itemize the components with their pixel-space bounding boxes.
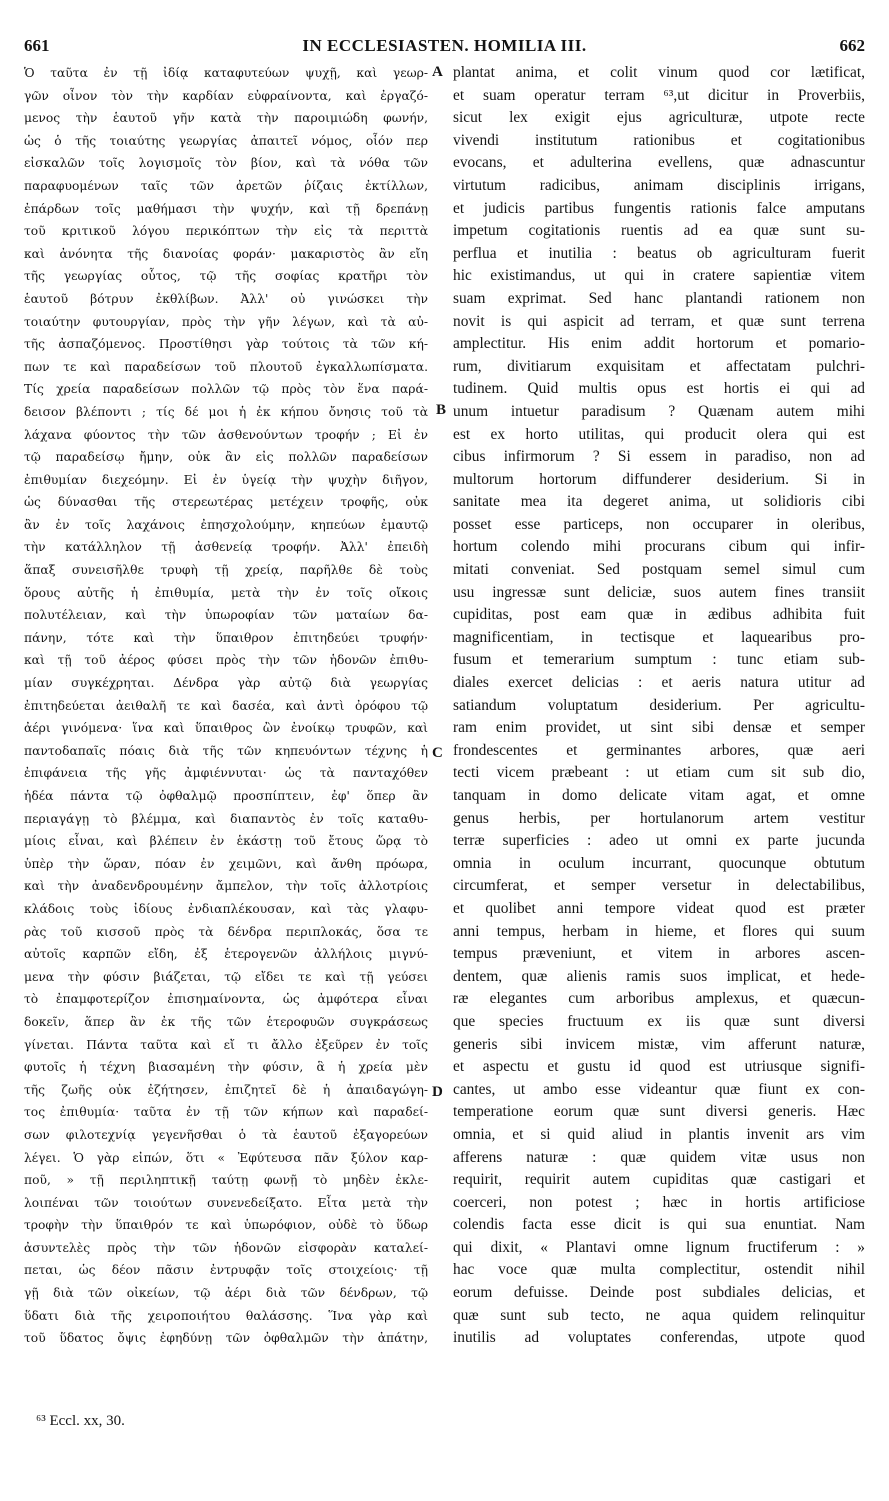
- text-line: καὶ τῇ τοῦ ἀέρος φύσει πρὸς τὴν τῶν ἡδονῶν ἐπιθυ-: [24, 653, 428, 668]
- text-line: γῇ διὰ τῶν οἰκείων, τῷ ἀέρι διὰ τῶν δένδρων, τῷ: [24, 1286, 428, 1301]
- text-line: omnia in oculum incurrant, quocunque obtutum: [453, 854, 865, 872]
- text-line: ὅρους αὐτῆς ἡ ἐπιθυμία, μετὰ τὴν ἐν τοῖς οἴκοις: [24, 585, 428, 600]
- text-line: δεισον βλέποντι ; τίς δέ μοι ἡ ἐκ κήπου ὄνησις τοῦ τὰ: [24, 404, 428, 419]
- text-line: multorum hortorum diffunderer desiderium. Si in: [453, 470, 865, 488]
- text-line: εἰσκαλῶν τοῖς λογισμοῖς τὸν βίον, καὶ τὰ νόθα τῶν: [24, 156, 428, 171]
- text-line: tanquam in domo delicate vitam agat, et omne: [453, 787, 865, 804]
- text-line: τοῦ κριτικοῦ λόγου περικόπτων τὴν εἰς τὰ περιττὰ: [24, 224, 428, 239]
- text-line: φυτοῖς ἡ τέχνη βιασαμένη τὴν φύσιν, ἃ ἡ χρεία μὲν: [24, 1060, 428, 1075]
- text-line: dentem, quæ alienis ramis suos implicat, et hede-: [453, 967, 865, 985]
- page-number-right: 662: [839, 36, 865, 55]
- text-line: ram enim providet, ut sint sibi densæ et semper: [453, 719, 865, 737]
- text-line: μίαν συγκέχρηται. Δένδρα γὰρ αὐτῷ διὰ γεωργίας: [24, 676, 428, 691]
- text-line: genus herbis, per hortulanorum artem vestitur: [453, 809, 865, 827]
- text-line: μίοις εἶναι, καὶ βλέπειν ἐν ἑκάστῃ τοῦ ἔτους ὥρᾳ τὸ: [24, 834, 428, 849]
- text-line: ἀέρι γινόμενα· ἵνα καὶ ὕπαιθρος ὢν ἐνοίκῳ τρυφῶν, καὶ: [24, 721, 428, 736]
- text-line: πεται, ὡς δέον πᾶσιν ἐντρυφᾷν τοῖς στοιχείοις· τῇ: [24, 1263, 428, 1278]
- text-line: tudinem. Quid multis opus est hortis ei qui ad: [453, 380, 865, 398]
- text-line: καὶ τὴν ἀναδενδρουμένην ἄμπελον, τὴν τοῖς ἀλλοτρίοις: [24, 879, 428, 894]
- text-line: ἐπιθυμίαν διεχεόμην. Εἰ ἐν ὑγείᾳ τὴν ψυχὴν διῆγον,: [24, 472, 428, 487]
- text-line: ἐπιτηδεύεται ἀειθαλῆ τε καὶ δασέα, καὶ ἀντὶ ὀρόφου τῷ: [24, 698, 428, 713]
- margin-marker-d: D: [432, 1084, 443, 1100]
- text-line: virtutum radicibus, animam disciplinis irrigans,: [453, 176, 865, 194]
- text-line: τῆς ζωῆς οὐκ ἐζήτησεν, ἐπιζητεῖ δὲ ἡ ἀπαιδαγώγη-: [24, 1082, 428, 1097]
- text-line: fusum et temerarium sumptum : tunc etiam sub-: [453, 651, 865, 669]
- text-line: τροφὴν τὴν ὕπαιθρόν τε καὶ ὑπωρόφιον, οὐδὲ τὸ ὕδωρ: [24, 1218, 428, 1233]
- text-line: ὡς ὁ τῆς τοιαύτης γεωργίας ἀπαιτεῖ νόμος, οἷόν περ: [24, 133, 428, 148]
- text-line: ὕδατι διὰ τῆς χειροποιήτου θαλάσσης. Ἵνα γὰρ καὶ: [24, 1308, 428, 1323]
- text-line: κλάδοις τοὺς ἰδίους ἐνδιαπλέκουσαν, καὶ τὰς γλαφυ-: [24, 901, 428, 916]
- text-line: tempus præveniunt, et vitem in arbores ascen-: [453, 945, 865, 963]
- text-line: plantat anima, et colit vinum quod cor lætificat,: [453, 64, 865, 81]
- text-line: sicut lex exigit ejus agriculturæ, utpote recte: [453, 109, 865, 127]
- latin-text-column: [453, 62, 865, 1350]
- greek-text-column: [24, 62, 428, 1350]
- text-line: Τίς χρεία παραδείσων πολλῶν τῷ πρὸς τὸν ἕνα παρά-: [24, 382, 428, 397]
- text-line: afferens naturæ : quæ quidem vitæ usus non: [453, 1148, 865, 1166]
- text-line: amplectitur. His enim addit hortorum et pomario-: [453, 335, 865, 353]
- text-line: vivendi institutum rationibus et cogitationibus: [453, 131, 865, 149]
- text-line: generis sibi invicem mistæ, vim afferunt naturæ,: [453, 1035, 865, 1053]
- text-line: γίνεται. Πάντα ταῦτα καὶ εἴ τι ἄλλο ἐξεῦρεν ἐν τοῖς: [24, 1037, 428, 1052]
- text-line: ἡδέα πάντα τῷ ὀφθαλμῷ προσπίπτειν, ἐφ' ὅπερ ἂν: [24, 789, 428, 803]
- text-line: τὸ ἐπαμφοτερίζον ἐπισημαίνοντα, ὡς ἀμφότερα εἶναι: [24, 992, 428, 1007]
- text-line: ὑπὲρ τὴν ὥραν, πόαν ἐν χειμῶνι, καὶ ἄνθη πρόωρα,: [24, 856, 428, 871]
- text-line: ρὰς τοῦ κισσοῦ πρὸς τὰ δένδρα περιπλοκάς, ὅσα τε: [24, 924, 428, 939]
- text-line: ἅπαξ συνεισῆλθε τρυφὴ τῇ χρείᾳ, παρῆλθε δὲ τοὺς: [24, 563, 428, 578]
- text-line: λοιπέναι τῶν τοιούτων συνενεδείξατο. Εἶτα μετὰ τὴν: [24, 1195, 428, 1210]
- text-line: hic existimandus, ut qui in cratere sapientiæ vitem: [453, 267, 865, 285]
- text-line: λάχανα φύοντος τὴν τῶν ἀσθενούντων τροφήν ; Εἰ ἐν: [24, 427, 428, 442]
- text-line: Ὁ ταῦτα ἐν τῇ ἰδίᾳ καταφυτεύων ψυχῇ, καὶ γεωρ-: [24, 66, 428, 80]
- text-line: perflua et inutilia : beatus ob agriculturam fuerit: [453, 244, 865, 262]
- text-line: colendis facta esse dicit is qui sua enuntiat. Nam: [453, 1216, 865, 1234]
- text-line: temperatione eorum quæ sunt diversi generis. Hæc: [453, 1103, 865, 1121]
- text-line: magnificentiam, in tectisque et laquearibus pro-: [453, 628, 865, 646]
- text-line: suam exprimat. Sed hanc plantandi rationem non: [453, 289, 865, 307]
- text-line: ἂν ἐν τοῖς λαχάνοις ἐπησχολούμην, κηπεύων ἐμαυτῷ: [24, 517, 428, 532]
- text-line: inutilis ad voluptates conferendas, utpote quod: [453, 1329, 865, 1347]
- text-line: anni tempus, herbam in hieme, et flores qui suum: [453, 922, 865, 940]
- text-line: que species fructuum ex iis quæ sunt diversi: [453, 1012, 865, 1030]
- text-line: ποῦ, » τῇ περιληπτικῇ ταύτῃ φωνῇ τὸ μηδὲν ἐκλε-: [24, 1173, 428, 1188]
- page-header: [24, 36, 865, 58]
- text-line: qui dixit, « Plantavi omne lignum fructiferum : »: [453, 1238, 865, 1256]
- text-line: γῶν οἶνον τὸν τὴν καρδίαν εὐφραίνοντα, καὶ ἐργαζό-: [24, 88, 428, 103]
- text-line: unum intuetur paradisum ? Quænam autem mihi: [453, 402, 865, 420]
- text-line: αὐτοῖς καρπῶν εἴδη, ἐξ ἑτερογενῶν ἀλλήλοις μιγνύ-: [24, 947, 428, 962]
- text-line: hortum colendo mihi procurans cibum qui infir-: [453, 538, 865, 556]
- text-line: μενα τὴν φύσιν βιάζεται, τῷ εἴδει τε καὶ τῇ γεύσει: [24, 969, 428, 984]
- text-line: cibus infirmorum ? Si essem in paradiso, non ad: [453, 448, 865, 466]
- margin-marker-c: C: [432, 745, 443, 761]
- text-line: diales exercet delicias : et aeris natura utitur ad: [453, 674, 865, 692]
- text-line: καὶ ἀνόνητα τῆς διανοίας φοράν· μακαριστὸς ἂν εἴη: [24, 246, 428, 261]
- footnote: ⁶³ Eccl. xx, 30.: [36, 1413, 125, 1429]
- text-line: τος ἐπιθυμία· ταῦτα ἐν τῇ τῶν κήπων καὶ παραδεί-: [24, 1105, 428, 1120]
- running-title: IN ECCLESIASTEN. HOMILIA III.: [302, 36, 587, 55]
- text-line: et quolibet anni tempore videat quod est præter: [453, 899, 865, 917]
- text-line: ἀσυντελὲς πρὸς τὴν τῶν ἡδονῶν εἰσφορὰν καταλεί-: [24, 1240, 428, 1255]
- text-line: ἑαυτοῦ βότρυν ἐκθλίβων. Ἀλλ' οὐ γινώσκει τὴν: [24, 291, 428, 306]
- text-line: usu ingressæ sunt deliciæ, suos autem fines transiit: [453, 583, 865, 601]
- text-line: quæ sunt sub tecto, ne aqua quidem relinquitur: [453, 1306, 865, 1324]
- text-line: λέγει. Ὁ γὰρ εἰπών, ὅτι « Ἐφύτευσα πᾶν ξύλον καρ-: [24, 1150, 428, 1165]
- text-line: circumferat, et semper versetur in delectabilibus,: [453, 877, 865, 895]
- text-line: τοῦ ὕδατος ὄψις ἐφηδύνῃ τῶν ὀφθαλμῶν τὴν ἀπάτην,: [24, 1331, 428, 1346]
- text-line: μενος τὴν ἑαυτοῦ γῆν κατὰ τὴν παροιμιώδη φωνήν,: [24, 111, 428, 126]
- text-line: δοκεῖν, ἅπερ ἂν ἐκ τῆς τῶν ἑτεροφυῶν συγκράσεως: [24, 1014, 428, 1029]
- margin-marker-a: A: [432, 64, 443, 80]
- text-line: et judicis partibus fungentis rationis falce amputans: [453, 199, 865, 217]
- text-line: περιαγάγῃ τὸ βλέμμα, καὶ διαπαντὸς ἐν τοῖς καταθυ-: [24, 811, 428, 826]
- text-line: cantes, ut ambo esse videantur quæ fiunt ex con-: [453, 1080, 865, 1098]
- text-line: et aspectu et gustu id quod est utriusque signifi-: [453, 1058, 865, 1076]
- text-line: posset esse particeps, non occuparer in oleribus,: [453, 515, 865, 533]
- text-line: πάνην, τότε καὶ τὴν ὕπαιθρον ἐπιτηδεύει τρυφήν·: [24, 630, 428, 645]
- margin-marker-b: B: [436, 402, 447, 418]
- text-line: coerceri, non potest ; hæc in hortis artificiose: [453, 1193, 865, 1211]
- text-line: σων φιλοτεχνίᾳ γεγενῆσθαι ὁ τὰ ἑαυτοῦ ἐξαγορεύων: [24, 1127, 428, 1142]
- text-line: τὴν κατάλληλον τῇ ἀσθενείᾳ τροφήν. Ἀλλ' ἐπειδὴ: [24, 540, 428, 555]
- text-line: mitati conveniat. Sed postquam semel simul cum: [453, 561, 865, 579]
- text-line: rum, divitiarum exquisitam et affectatam pulchri-: [453, 357, 865, 375]
- text-line: τῆς γεωργίας οὗτος, τῷ τῆς σοφίας κρατῆρι τὸν: [24, 269, 428, 284]
- text-line: τῆς ἀσπαζόμενος. Προστίθησι γὰρ τούτοις τὰ τῶν κή-: [24, 337, 428, 352]
- text-line: τῷ παραδείσῳ ἤμην, οὐκ ἂν εἰς πολλῶν παραδείσων: [24, 450, 428, 465]
- text-line: novit is qui aspicit ad terram, et quæ sunt terrena: [453, 312, 865, 330]
- text-line: hac voce quæ multa complectitur, ostendit nihil: [453, 1261, 865, 1279]
- text-line: sanitate mea ita degeret anima, ut solidioris cibi: [453, 493, 865, 511]
- text-line: παντοδαπαῖς πόαις διὰ τῆς τῶν κηπευόντων τέχνης ἡ: [24, 743, 428, 758]
- text-line: πων τε καὶ παραδείσων τοῦ πλουτοῦ ἐγκαλλωπίσματα.: [24, 359, 428, 374]
- text-line: πολυτέλειαν, καὶ τὴν ὑπωροφίαν τῶν ματαίων δα-: [24, 608, 428, 623]
- text-line: et suam operatur terram ⁶³,ut dicitur in Proverbiis,: [453, 86, 865, 104]
- text-line: impetum cogitationis ruentis ad ea quæ sunt su-: [453, 222, 865, 240]
- text-line: ἐπιφάνεια τῆς γῆς ἀμφιέννυται· ὡς τὰ πανταχόθεν: [24, 766, 428, 781]
- text-line: τοιαύτην φυτουργίαν, πρὸς τὴν γῆν λέγων, καὶ τὰ αὐ-: [24, 314, 428, 329]
- text-line: evocans, et adulterina evellens, quæ adnascuntur: [453, 154, 865, 172]
- text-line: cupiditas, post eam quæ in ædibus adhibita fuit: [453, 606, 865, 624]
- text-line: frondescentes et germinantes arbores, quæ aeri: [453, 741, 865, 759]
- text-line: παραφυομένων ταῖς τῶν ἀρετῶν ῥίζαις ἐκτίλλων,: [24, 178, 428, 193]
- text-line: est ex horto utilitas, qui producit olera qui est: [453, 425, 865, 443]
- text-line: satiandum voluptatum desiderium. Per agricultu-: [453, 696, 865, 714]
- text-line: ἐπάρδων τοῖς μαθήμασι τὴν ψυχήν, καὶ τῇ δρεπάνῃ: [24, 201, 428, 216]
- page-number-left: 661: [24, 36, 50, 55]
- text-line: ræ elegantes cum arboribus amplexus, et quæcun-: [453, 990, 865, 1008]
- text-line: eorum defuisse. Deinde post subdiales delicias, et: [453, 1284, 865, 1302]
- text-line: tecti vicem præbeant : ut etiam cum sit sub dio,: [453, 764, 865, 782]
- text-line: terræ superficies : adeo ut omni ex parte jucunda: [453, 832, 865, 850]
- text-line: omnia, et si quid aliud in plantis invenit ars vim: [453, 1125, 865, 1143]
- text-line: ὡς δύνασθαι τῆς στερεωτέρας μετέχειν τροφῆς, οὐκ: [24, 495, 428, 510]
- text-line: requirit, requirit autem cupiditas quæ castigari et: [453, 1171, 865, 1189]
